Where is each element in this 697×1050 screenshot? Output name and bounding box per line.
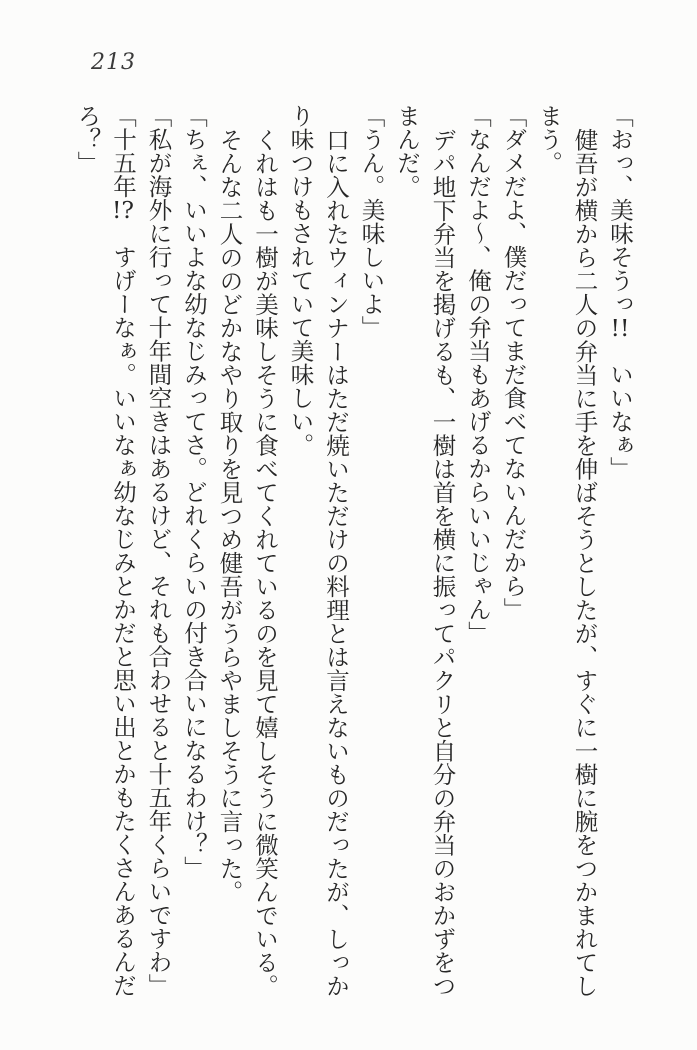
paragraph: 「ダメだよ、僕だってまだ食べてないんだから」 [499, 104, 528, 621]
paragraph: 「うん。美味しいよ」 [357, 104, 386, 339]
paragraph: 健吾が横から二人の弁当に手を伸ばそうとしたが、すぐに一樹に腕をつかまれてしまう。 [535, 104, 599, 997]
paragraph: 「十五年!? すげーなぁ。いいなぁ幼なじみとかだと思い出とかもたくさんあるんだろ？」 [73, 104, 137, 997]
paragraph: くれはも一樹が美味しそうに食べてくれているのを見て嬉しそうに微笑んでいる。 [251, 127, 279, 997]
tatechuyoko-text: !? [111, 198, 135, 222]
paragraph: 「私が海外に行って十年間空きはあるけど、それも合わせると十五年くらいですわ」 [144, 104, 173, 997]
paragraph: 「なんだよ〜、俺の弁当もあげるからいいじゃん」 [464, 104, 492, 645]
paragraph: そんな二人ののどかなやり取りを見つめ健吾がうらやましそうに言った。 [215, 127, 244, 903]
paragraph: デパ地下弁当を掲げるも、一樹は首を横に振ってパクリと自分の弁当のおかずをつまんだ。 [393, 104, 457, 997]
paragraph: 「ちぇ、いいよな幼なじみってさ。どれくらいの付き合いになるわけ？」 [180, 104, 208, 880]
tatechuyoko-text: !! [610, 315, 630, 339]
paragraph: 「おっ、美味そうっ!! いいなぁ」 [606, 104, 634, 480]
text-block [69, 104, 637, 1002]
paragraph: 口に入れたウィンナーはただ焼いただけの料理とは言えないものだったが、しっかり味つけもされていて美味しい。 [286, 104, 350, 997]
page-number: 213 [91, 50, 136, 75]
